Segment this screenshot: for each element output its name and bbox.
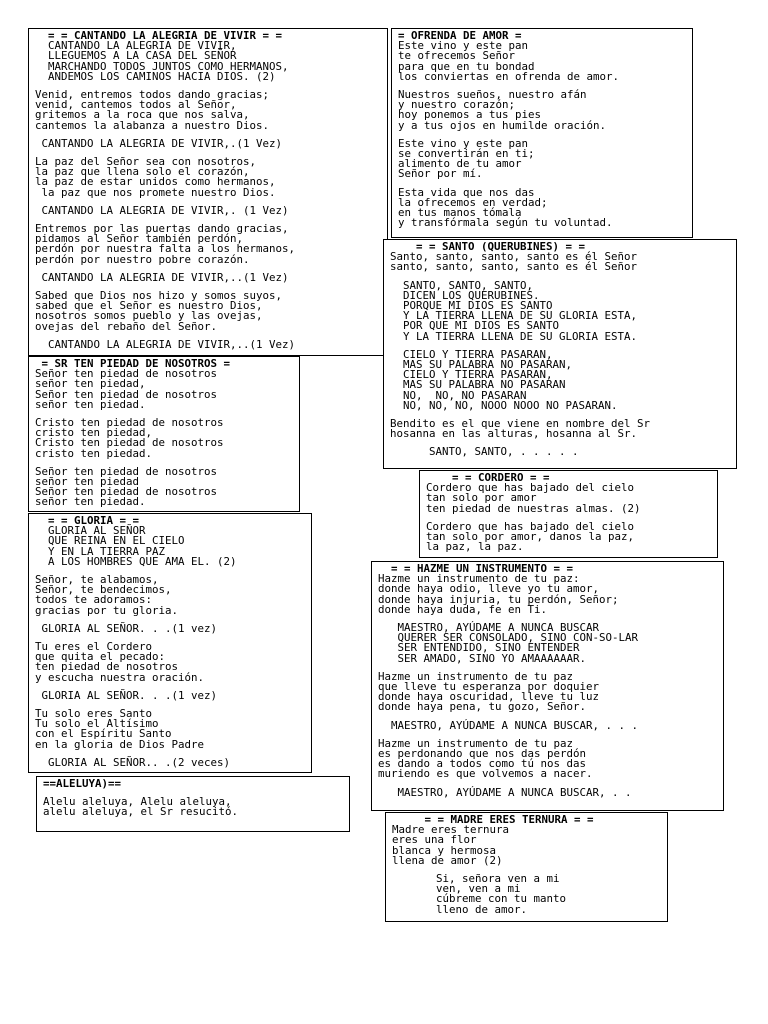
song-title: = = CANTANDO LA ALEGRIA DE VIVIR = = — [35, 29, 283, 42]
refrain: CANTANDO LA ALEGRIA DE VIVIR,..(1 Vez) — [35, 270, 289, 284]
verse: Este vino y este pan te ofrecemos Señor para que en tu bondad los conviertas en ofrenda de amor. — [398, 39, 620, 83]
song-aleluya — [36, 776, 350, 832]
song-cantando — [28, 28, 388, 356]
verse: Venid, entremos todos dando gracias; venid, cantemos todos al Señor, gritemos a la roca que nos salva, cantemos la alabanza a nuestro Dios. — [35, 88, 270, 132]
verse: Sabed que Dios nos hizo y somos suyos, sabed que el Señor es nuestro Dios, nosotros somos pueblo y las ovejas, ovejas del rebaño del Señor. — [35, 289, 283, 333]
verse: Hazme un instrumento de tu paz que lleve tu esperanza por doquier donde haya oscuridad, lleve tu luz donde haya pena, tu gozo, Señor. — [378, 669, 600, 714]
verse: Santo, santo, santo, santo es él Señor santo, santo, santo, santo es él Señor — [390, 250, 638, 274]
verse: Esta vida que nos das la ofrecemos en verdad; en tus manos tómala y transfórmala según tu voluntad. — [398, 185, 613, 230]
song-title: ==ALELUYA)== — [43, 777, 122, 790]
song-gloria — [28, 513, 312, 773]
refrain: GLORIA AL SEÑOR. . .(1 vez) — [35, 621, 218, 635]
song-title: = = SANTO (QUERUBINES) = = — [390, 240, 586, 253]
song-title: = SR TEN PIEDAD DE NOSOTROS = — [35, 357, 231, 370]
verse: Señor ten piedad de nosotros señor ten piedad Señor ten piedad de nosotros señor ten piedad. — [35, 464, 218, 509]
verse: Señor ten piedad de nosotros señor ten piedad, Señor ten piedad de nosotros señor ten piedad. — [35, 367, 218, 411]
verse: Si, señora ven a mi ven, ven a mi cúbreme con tu manto lleno de amor. — [436, 872, 567, 916]
song-cordero — [419, 470, 718, 558]
chorus: GLORIA AL SEÑOR QUE REINA EN EL CIELO Y EN LA TIERRA PAZ A LOS HOMBRES QUE AMA EL. (2) — [48, 524, 237, 568]
verse: Hazme un instrumento de tu paz es perdonando que nos das perdón es dando a todos como tú nos das muriendo es que volvemos a nacer. — [378, 736, 593, 781]
song-hazme — [371, 561, 724, 811]
chorus: CANTANDO LA ALEGRIA DE VIVIR, LLEGUEMOS A LA CASA DEL SEÑOR MARCHANDO TODOS JUNTOS COMO HERMANOS, ANDEMOS LOS CAMINOS HACIA DIOS. (2) — [48, 39, 289, 83]
song-title: = = CORDERO = = — [426, 471, 550, 484]
refrain: MAESTRO, AYÚDAME A NUNCA BUSCAR, . . . — [378, 718, 639, 732]
song-santo — [383, 239, 737, 469]
song-title: = = GLORIA = = — [35, 514, 140, 527]
song-ofrenda — [391, 28, 693, 238]
verse: Cordero que has bajado del cielo tan solo por amor ten piedad de nuestras almas. (2) — [426, 481, 641, 515]
verse: Bendito es el que viene en nombre del Sr hosanna en las alturas, hosanna al Sr. — [390, 417, 651, 441]
chorus: MAESTRO, AYÚDAME A NUNCA BUSCAR QUERER SER CONSOLADO, SINO CON-SO-LAR SER ENTENDIDO, SINO ENTENDER SER AMADO, SINO YO AMAAAAAAR. — [397, 621, 639, 665]
verse: Cordero que has bajado del cielo tan solo por amor, danos la paz, la paz, la paz. — [426, 519, 635, 554]
refrain: CANTANDO LA ALEGRIA DE VIVIR,.(1 Vez) — [35, 136, 283, 150]
chorus: SANTO, SANTO, SANTO, DICEN LOS QUERUBINES. PORQUE MI DIOS ES SANTO Y LA TIERRA LLENA DE SU GLORIA ESTA, POR QUE MI DIOS ES SANTO Y LA TIERRA LLENA DE SU GLORIA ESTA. — [403, 278, 638, 343]
song-title: = OFRENDA DE AMOR = — [398, 29, 522, 42]
verse: Entremos por las puertas dando gracias, pidamos al Señor también perdón, perdón por nuestra falta a los hermanos, perdón por nuestro pobre corazón. — [35, 222, 296, 266]
verse: Cristo ten piedad de nosotros cristo ten piedad, Cristo ten piedad de nosotros cristo ten piedad. — [35, 416, 224, 460]
song-piedad — [28, 356, 300, 512]
refrain: CANTANDO LA ALEGRIA DE VIVIR,. (1 Vez) — [35, 203, 289, 217]
song-madre — [385, 812, 668, 922]
verse: Tu eres el Cordero que quita el pecado: ten piedad de nosotros y escucha nuestra oración. — [35, 640, 205, 684]
refrain: GLORIA AL SEÑOR.. .(2 veces) — [35, 755, 231, 769]
verse: La paz del Señor sea con nosotros, la paz que llena solo el corazón, la paz de estar unidos como hermanos, la paz que nos promete nuestro Dios. — [35, 155, 276, 199]
chorus: CIELO Y TIERRA PASARAN, MAS SU PALABRA NO PASARAN, CIELO Y TIERRA PASARAN, MAS SU PALABRA NO PASARAN NO, NO, NO PASARAN NO, NO, NO, NOOO NOOO NO PASARAN. — [403, 347, 618, 412]
refrain: SANTO, SANTO, . . . . . — [390, 445, 579, 459]
refrain: MAESTRO, AYÚDAME A NUNCA BUSCAR, . . — [378, 785, 632, 799]
verse: Hazme un instrumento de tu paz: donde haya odio, lleve yo tu amor, donde haya injuria, tu perdón, Señor; donde haya duda, fe en Ti. — [378, 572, 619, 616]
verse: Madre eres ternura eres una flor blanca y hermosa llena de amor (2) — [392, 823, 510, 867]
verse: Señor, te alabamos, Señor, te bendecimos, todos te adoramos: gracias por tu gloria. — [35, 573, 179, 617]
verse: Este vino y este pan se convertirán en ti; alimento de tu amor Señor por mí. — [398, 136, 535, 181]
verse: Alelu aleluya, Alelu aleluya, alelu aleluya, el Sr resucitó. — [43, 795, 239, 819]
verse: Nuestros sueños, nuestro afán y nuestro corazón; hoy ponemos a tus pies y a tus ojos en humilde oración. — [398, 88, 607, 132]
refrain: GLORIA AL SEÑOR. . .(1 vez) — [35, 688, 218, 702]
song-title: = = MADRE ERES TERNURA = = — [392, 813, 594, 826]
song-title: = = HAZME UN INSTRUMENTO = = — [378, 562, 574, 575]
refrain: CANTANDO LA ALEGRIA DE VIVIR,..(1 Vez) — [35, 337, 296, 351]
verse: Tu solo eres Santo Tu solo el Altísimo con el Espíritu Santo en la gloria de Dios Padre — [35, 707, 205, 751]
